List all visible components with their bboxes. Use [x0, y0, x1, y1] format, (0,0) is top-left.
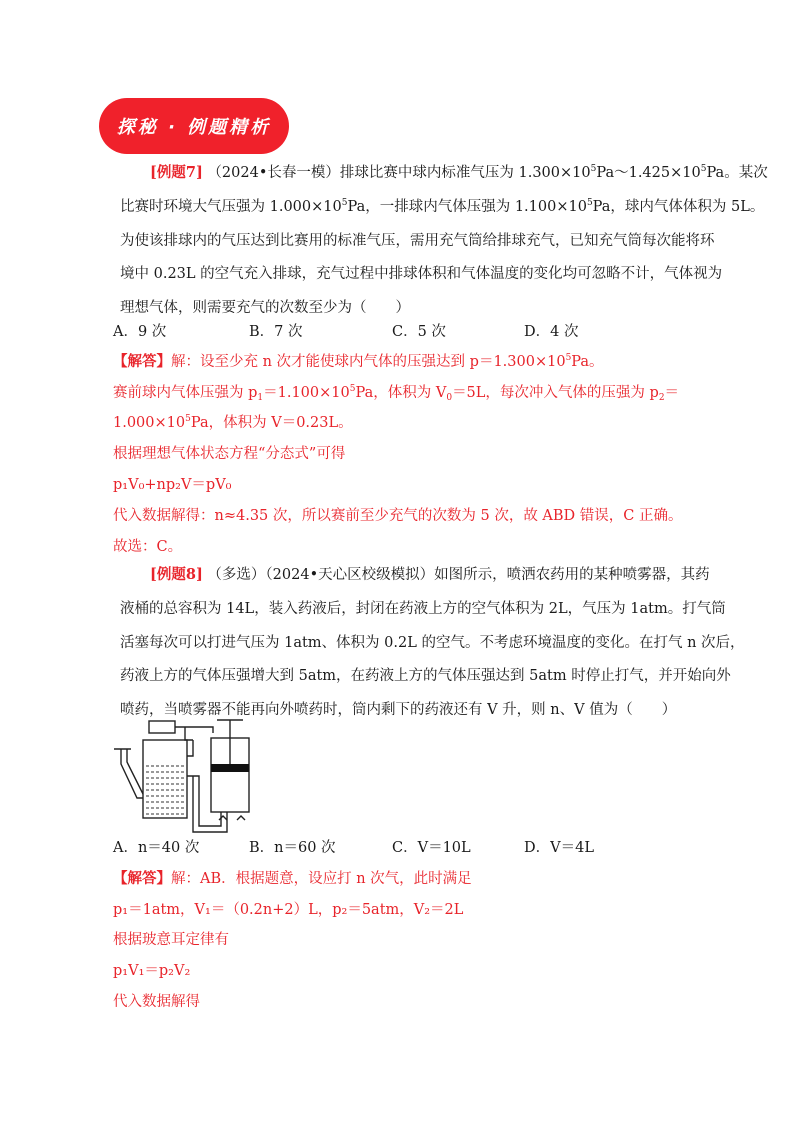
- q7-answer-1: 【解答】解：设至少充 n 次才能使球内气体的压强达到 $p=1.300\times 10^5Pa$。: [113, 353, 604, 370]
- q7-answer-6: 代入数据解得：n≈4.35 次，所以赛前至少充气的次数为 5 次，故 ABD 错误，C 正确。: [113, 508, 683, 524]
- q8-answer-5: 代入数据解得: [113, 994, 200, 1010]
- q7-option-d: D．4 次: [524, 324, 579, 340]
- q7-tag: [例题7]: [150, 164, 203, 181]
- q8-option-d: D．V＝4L: [524, 840, 594, 856]
- q8-answer-2: p₁＝1atm，V₁＝（0.2n+2）L，p₂＝5atm，V₂＝2L: [113, 902, 464, 918]
- q7-option-c: C．5 次: [392, 324, 446, 340]
- q7-answer-4: 根据理想气体状态方程“分态式”可得: [113, 446, 346, 462]
- q7-option-a: A．9 次: [113, 324, 167, 340]
- q7-answer-tag: 【解答】: [113, 353, 171, 370]
- q7-option-b: B．7 次: [249, 324, 303, 340]
- q8-line-2: 液桶的总容积为 14L，装入药液后，封闭在药液上方的空气体积为 2L，气压为 1atm。打气筒: [120, 601, 726, 617]
- q8-line-4: 药液上方的气体压强增大到 5atm，在药液上方的气体压强达到 5atm 时停止打气，并开始向外: [120, 668, 731, 684]
- q8-source: （多选）（2024•天心区校级模拟）: [207, 567, 435, 583]
- q7-answer-5: p₁V₀+np₂V＝pV₀: [113, 477, 232, 493]
- q8-option-a: A．n＝40 次: [113, 840, 200, 856]
- q8-answer-1: 【解答】解：AB．根据题意，设应打 n 次气，此时满足: [113, 870, 472, 887]
- q7-line-3: 为使该排球内的气压达到比赛用的标准气压，需用充气筒给排球充气，已知充气筒每次能将环: [120, 233, 715, 249]
- sprayer-diagram: [113, 716, 258, 836]
- q8-option-b: B．n＝60 次: [249, 840, 336, 856]
- q7-answer-2: 赛前球内气体压强为 $p_1=1.100\times 10^5Pa$，体积为 $V_0=5L$，每次冲入气体的压强为 $p_2=$: [113, 384, 680, 403]
- q8-answer-3: 根据玻意耳定律有: [113, 932, 229, 948]
- q8-line-5: 喷药，当喷雾器不能再向外喷药时，筒内剩下的药液还有 V 升，则 n、V 值为（ ）: [120, 702, 677, 718]
- q7-answer-7: 故选：C。: [113, 539, 183, 555]
- q8-line-3: 活塞每次可以打进气压为 1atm、体积为 0.2L 的空气。不考虑环境温度的变化。在打气 n 次后，: [120, 635, 745, 651]
- q8-answer-4: p₁V₁＝p₂V₂: [113, 963, 191, 979]
- q8-answer-tag: 【解答】: [113, 870, 171, 887]
- q7-answer-3: $1.000\times 10^5Pa$，体积为 V＝0.23L。: [113, 414, 353, 431]
- q8-line-1: [例题8] （多选）（2024•天心区校级模拟）如图所示，喷洒农药用的某种喷雾器，其药: [150, 566, 710, 583]
- q7-source: （2024•长春一模）: [207, 165, 340, 181]
- q8-tag: [例题8]: [150, 566, 203, 583]
- q7-line-4: 境中 0.23L 的空气充入排球，充气过程中排球体积和气体温度的变化均可忽略不计，气体视为: [120, 266, 723, 282]
- q7-line-2: 比赛时环境大气压强为 $1.000\times 10^5Pa$，一排球内气体压强为 $1.100\times 10^5Pa$，球内气体体积为 5L。: [120, 198, 765, 215]
- q7-line-1: [例题7] （2024•长春一模）排球比赛中球内标准气压为 $1.300\times 10^5Pa\sim 1.425\times 10^5Pa$。某次: [150, 164, 768, 181]
- banner-title: 探秘 · 例题精析: [116, 117, 272, 138]
- q7-line-5: 理想气体，则需要充气的次数至少为（ ）: [120, 300, 410, 316]
- q8-option-c: C．V＝10L: [392, 840, 471, 856]
- section-banner: [99, 98, 289, 154]
